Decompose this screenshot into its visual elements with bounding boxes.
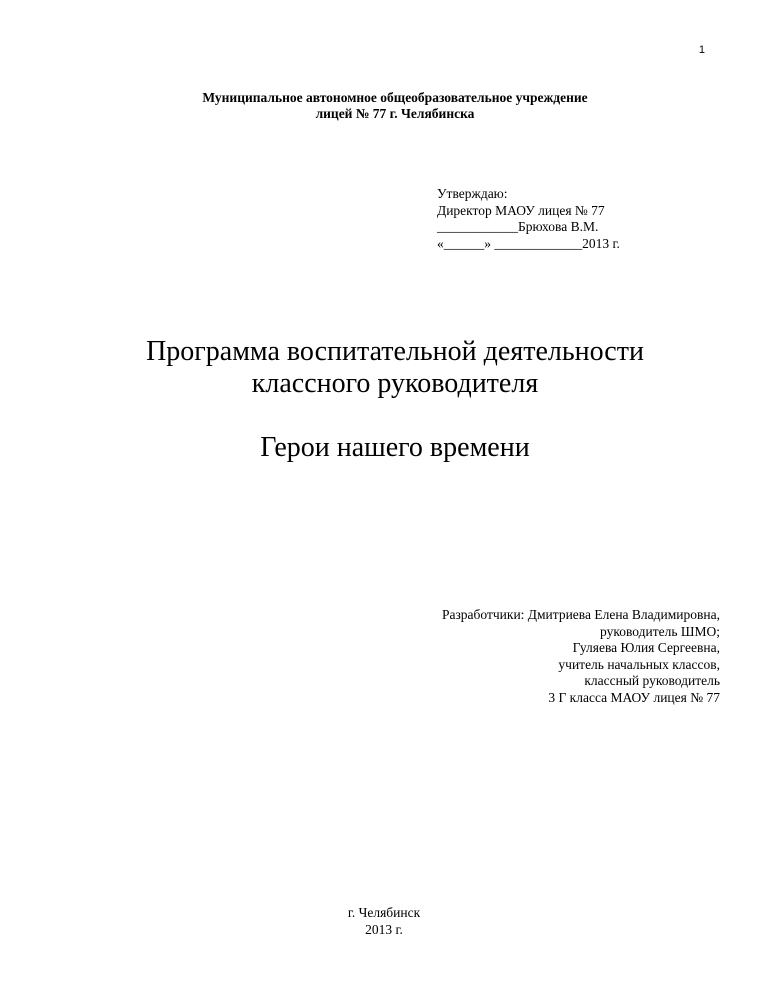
institution-header — [0, 90, 768, 122]
program-title-line-1: Программа воспитательной деятельности — [146, 336, 644, 367]
developers-line-6: 3 Г класса МАОУ лицея № 77 — [548, 689, 720, 705]
developers-line-5: классный руководитель — [584, 673, 720, 688]
program-title-line-2: классного руководителя — [251, 368, 539, 399]
developers-line-3: Гуляева Юлия Сергеевна, — [572, 640, 720, 655]
footer-city: г. Челябинск — [347, 905, 421, 920]
approval-block — [437, 186, 620, 252]
institution-line-2: лицей № 77 г. Челябинска — [315, 106, 475, 121]
developers-block — [442, 607, 720, 706]
developers-line-1: Разработчики: Дмитриева Елена Владимировна, — [441, 607, 720, 622]
program-subtitle: Герои нашего времени — [260, 432, 530, 463]
footer-block — [0, 905, 768, 938]
developers-line-2: руководитель ШМО; — [600, 623, 720, 639]
approval-line-1: Утверждаю: — [437, 186, 508, 201]
approval-line-2: Директор МАОУ лицея № 77 — [437, 202, 605, 218]
program-title — [0, 336, 768, 400]
institution-line-1: Муниципальное автономное общеобразовательное учреждение — [202, 90, 588, 105]
page-number: 1 — [698, 44, 705, 56]
approval-date-line: «______» _____________2013 г. — [437, 235, 620, 251]
approval-signature-line: ____________Брюхова В.М. — [437, 219, 599, 234]
footer-year: 2013 г. — [365, 921, 403, 937]
developers-line-4: учитель начальных классов, — [558, 656, 720, 672]
